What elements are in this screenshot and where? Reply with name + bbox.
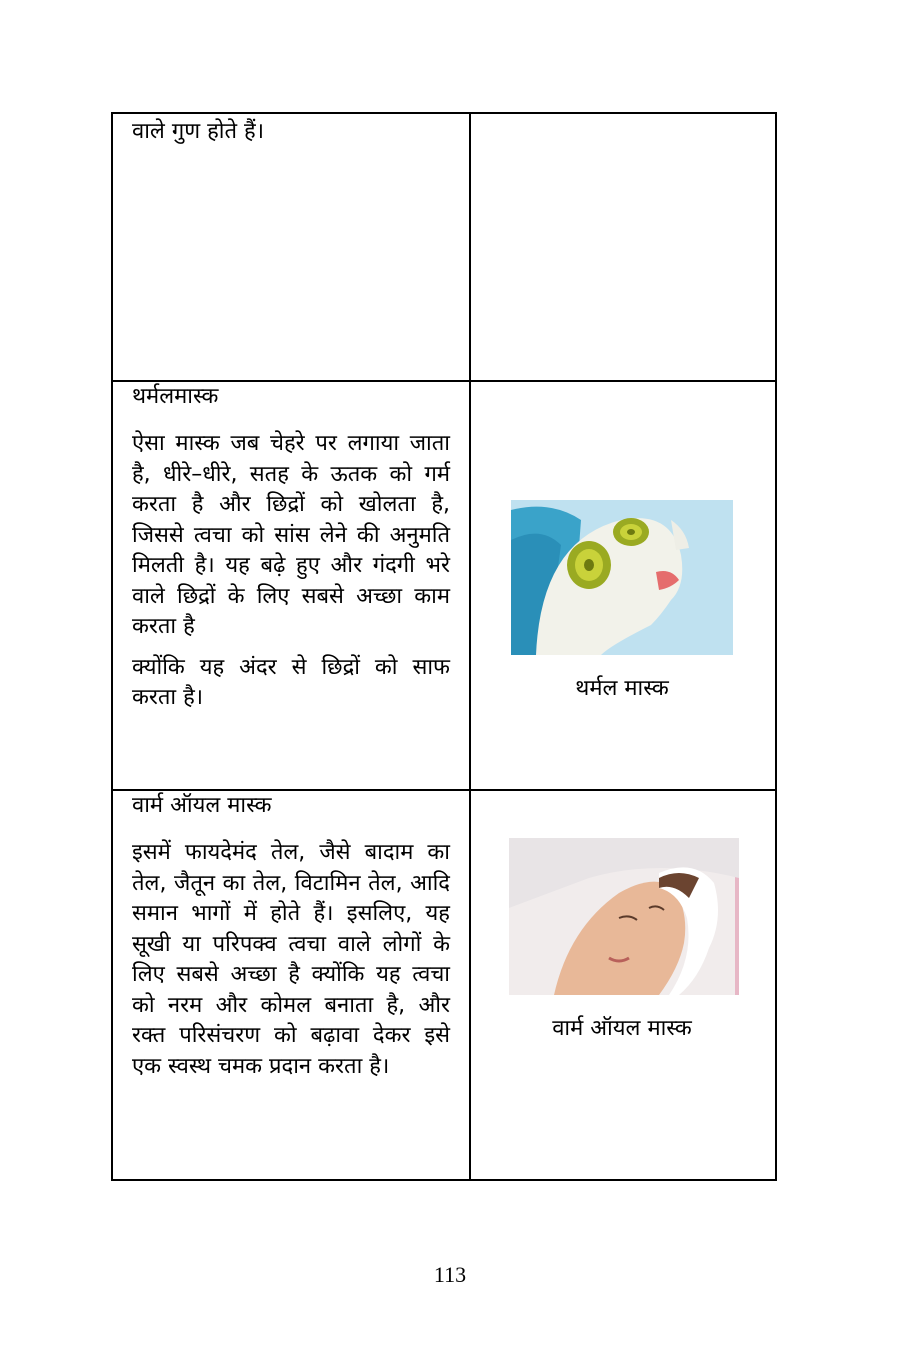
warm-oil-mask-photo bbox=[509, 838, 739, 995]
row1-text: वाले गुण होते हैं। bbox=[132, 119, 265, 144]
thermal-mask-para-2: क्योंकि यह अंदर से छिद्रों को साफ करता है। bbox=[132, 654, 450, 710]
warm-oil-mask-heading: वार्म ऑयल मास्क bbox=[132, 793, 272, 818]
thermal-mask-photo bbox=[511, 500, 733, 655]
warm-oil-mask-description bbox=[132, 838, 450, 1082]
page-number: 113 bbox=[433, 1262, 467, 1287]
thermal-mask-caption: थर्मल मास्क bbox=[575, 676, 669, 701]
thermal-mask-heading: थर्मलमास्क bbox=[132, 384, 219, 409]
warm-oil-mask-caption: वार्म ऑयल मास्क bbox=[552, 1016, 692, 1041]
thermal-mask-description bbox=[132, 429, 450, 714]
content-table bbox=[111, 112, 777, 1181]
warm-oil-mask-para-1: इसमें फायदेमंद तेल, जैसे बादाम का तेल, जैतून का तेल, विटामिन तेल, आदि समान भागों में होते हैं। इसलिए, यह सूखी या परिपक्व त्वचा वाले लोगों के लिए सबसे अच्छा है क्योंकि यह त्वचा को नरम और कोमल बनाता है, और रक्त परिसंचरण को बढ़ावा देकर इसे एक स्वस्थ चमक प्रदान करता है। bbox=[132, 840, 450, 1079]
thermal-mask-para-1: ऐसा मास्क जब चेहरे पर लगाया जाता है, धीरे–धीरे, सतह के ऊतक को गर्म करता है और छिद्रों को खोलता है, जिससे त्वचा को सांस लेने की अनुमति मिलती है। यह बढ़े हुए और गंदगी भरे वाले छिद्रों के लिए सबसे अच्छा काम करता है bbox=[132, 431, 450, 639]
